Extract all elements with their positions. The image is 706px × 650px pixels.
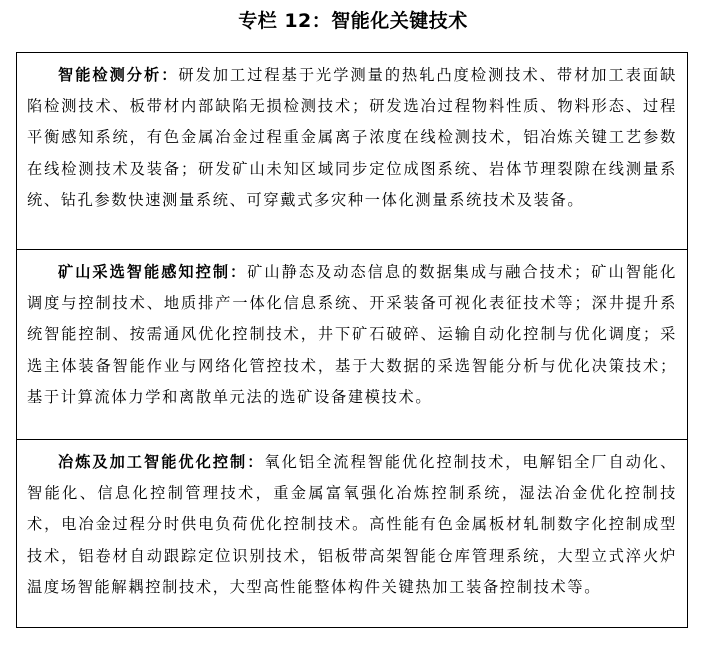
section-smelting-optimization-control	[17, 439, 687, 627]
section-intelligent-detection	[17, 53, 687, 249]
section-heading: 矿山采选智能感知控制：	[58, 263, 248, 281]
section-mining-perception-control	[17, 249, 687, 439]
section-heading: 智能检测分析：	[58, 66, 179, 84]
column-title: 专栏 12：智能化关键技术	[238, 10, 468, 32]
section-body: 氧化铝全流程智能优化控制技术，电解铝全厂自动化、智能化、信息化控制管理技术，重金属富氧强化冶炼控制系统，湿法冶金优化控制技术，电冶金过程分时供电负荷优化控制技术。高性能有色金属板材轧制数字化控制成型技术，铝卷材自动跟踪定位识别技术，铝板带高架智能仓库管理系统，大型立式淬火炉温度场智能解耦控制技术，大型高性能整体构件关键热加工装备控制技术等。	[27, 453, 677, 596]
section-body: 矿山静态及动态信息的数据集成与融合技术；矿山智能化调度与控制技术、地质排产一体化信息系统、开采装备可视化表征技术等；深井提升系统智能控制、按需通风优化控制技术，井下矿石破碎、运输自动化控制与优化调度；采选主体装备智能作业与网络化管控技术，基于大数据的采选智能分析与优化决策技术；基于计算流体力学和离散单元法的选矿设备建模技术。	[27, 263, 677, 406]
section-heading: 冶炼及加工智能优化控制：	[58, 453, 265, 471]
column-box	[16, 52, 688, 628]
section-body: 研发加工过程基于光学测量的热轧凸度检测技术、带材加工表面缺陷检测技术、板带材内部缺陷无损检测技术；研发选冶过程物料性质、物料形态、过程平衡感知系统，有色金属冶金过程重金属离子浓度在线检测技术，铝冶炼关键工艺参数在线检测技术及装备；研发矿山未知区域同步定位成图系统、岩体节理裂隙在线测量系统、钻孔参数快速测量系统、可穿戴式多灾种一体化测量系统技术及装备。	[27, 66, 677, 209]
